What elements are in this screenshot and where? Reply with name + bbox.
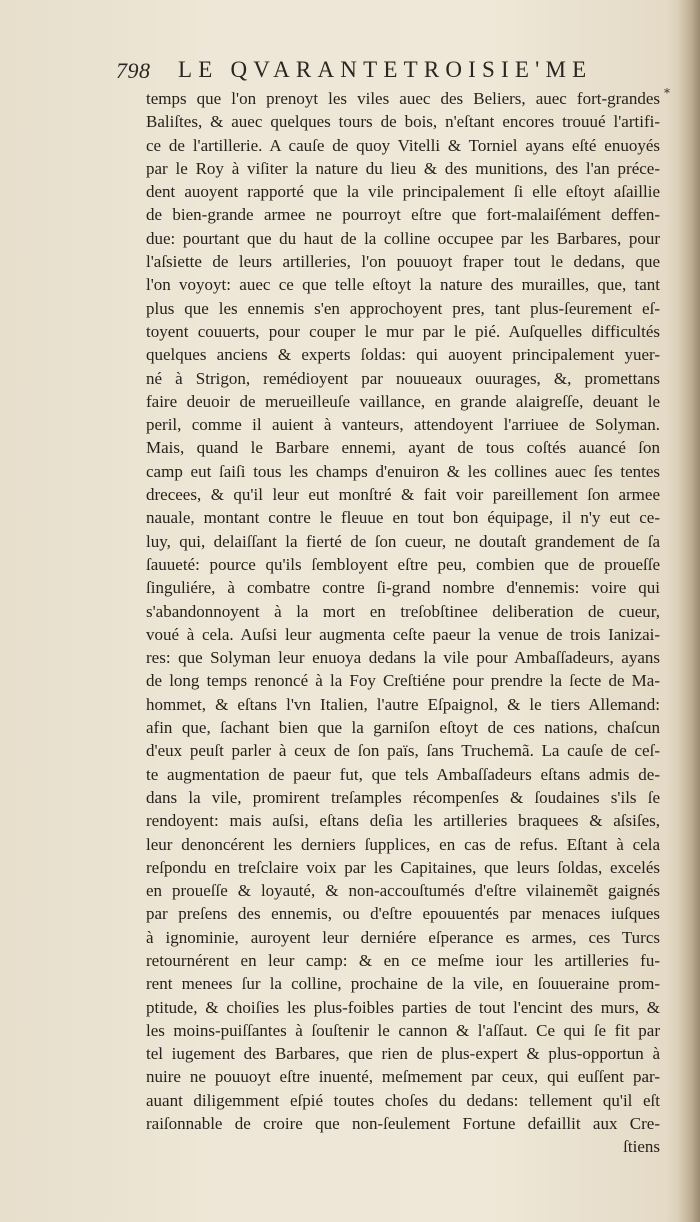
text-line: peril, comme il auient à vanteurs, attendoyent l'arriuee de Solyman. [146,415,660,435]
text-line: rent menees ſur la colline, prochaine de la vile, en ſouueraine prom- [146,974,660,994]
text-line: ſauueté: pource qu'ils ſembloyent eſtre peu, combien que de proueſſe [146,554,660,574]
text-line: rendoyent: mais auſsi, eſtans deſia les artilleries braquees & aſsiſes, [146,811,660,831]
text-line: l'on voyoyt: auec ce que telle eſtoyt la nature des murailles, que, tant [146,275,660,295]
text-line: nuire ne pouuoyt eſtre inuenté, meſmement par ceux, qui euſſent par- [146,1067,660,1087]
text-line: Baliſtes, & auec quelques tours de bois, n'eſtant encores trouué l'artifi- [146,112,660,132]
text-line: luy, qui, delaiſſant la fierté de ſon cueur, ne doutaſt grandement de ſa [146,531,660,551]
text-line: de long temps renoncé à la Foy Creſtiéne pour prendre la ſecte de Ma- [146,671,660,691]
text-line: reſpondu en treſclaire voix par les Capitaines, que leurs ſoldas, excelés [146,857,660,877]
text-line: par preſens des ennemis, ou d'eſtre epouuentés par menaces iuſques [146,904,660,924]
text-line: faire deuoir de merueilleuſe vaillance, en grande alaigreſſe, deuant le [146,391,660,411]
text-line: par le Roy à viſiter la nature du lieu & des munitions, des l'an préce- [146,158,660,178]
margin-asterisk-mark: * [664,86,670,100]
running-head: LE QVARANTETROISIE'ME [178,57,593,82]
text-line: voué à cela. Auſsi leur augmenta ceſte paeur la venue de trois Ianizai- [146,624,660,644]
text-line: auant diligemment eſpié toutes choſes du dedans: tellement qu'il eſt [146,1090,660,1110]
text-line: Mais, quand le Barbare ennemi, ayant de tous coſtés auancé ſon [146,438,660,458]
text-line: les moins-puiſſantes à ſouſtenir le cannon & l'aſſaut. Ce qui ſe fit par [146,1020,660,1040]
text-line: due: pourtant que du haut de la colline occupee par les Barbares, pour [146,228,660,248]
page-number: 798 [116,58,151,83]
text-line: ptitude, & choiſies les plus-foibles parties de tout l'encint des murs, & [146,997,660,1017]
text-line: drecees, & qu'il leur eut monſtré & fait voir pareillement ſon armee [146,485,660,505]
text-line: afin que, ſachant bien que la garniſon eſtoyt de ces nations, chaſcun [146,718,660,738]
page-edge-shadow [678,0,700,1222]
text-line: de bien-grande armee ne pourroyt eſtre que fort-malaiſément deffen- [146,205,660,225]
page-header [116,56,636,88]
text-line: dans la vile, promirent treſamples récompenſes & ſoudaines s'ils ſe [146,787,660,807]
text-line: hommet, & eſtans l'vn Italien, l'autre Eſpaignol, & le tiers Allemand: [146,694,660,714]
text-line: s'abandonnoyent à la mort en treſobſtinee deliberation de cueur, [146,601,660,621]
text-line: res: que Solyman leur enuoya dedans la vile pour Ambaſſadeurs, ayans [146,648,660,668]
body-text [146,87,660,1159]
text-line: retournérent en leur camp: & en ce meſme iour les artilleries fu- [146,950,660,970]
text-line: l'aſsiette de leurs artilleries, l'on pouuoyt fraper tout le dedans, que [146,252,660,272]
text-line: dent auoyent rapporté que la vile principalement ſi elle eſtoyt aſaillie [146,182,660,202]
text-line: leur denoncérent les derniers ſupplices, en cas de refus. Eſtant à cela [146,834,660,854]
text-line: te augmentation de paeur fut, que tels Ambaſſadeurs eſtans admis de- [146,764,660,784]
text-line: plus que les ennemis s'en approchoyent pres, tant plus-ſeurement eſ- [146,298,660,318]
text-line: temps que l'on prenoyt les viles auec des Beliers, auec fort-grandes [146,89,660,108]
text-line: toyent couuerts, pour couper le mur par le pié. Auſquelles difficultés [146,321,660,341]
text-line: camp eut ſaiſi tous les champs d'enuiron & les collines auec ſes tentes [146,461,660,481]
text-line: en proueſſe & loyauté, & non-accouſtumés d'eſtre vilainemẽt gaignés [146,881,660,901]
text-line: ſtiens [623,1137,660,1157]
text-line: né à Strigon, remédioyent par nouueaux ouurages, &, promettans [146,368,660,388]
text-line: à ignominie, auroyent leur derniére eſperance es armes, ces Turcs [146,927,660,947]
text-line: tel iugement des Barbares, que rien de plus-expert & plus-opportun à [146,1044,660,1064]
text-line: nauale, montant contre le fleuue en tout bon équipage, il n'y eut ce- [146,508,660,528]
text-line: d'eux peuſt parler à ceux de ſon païs, ſans Truchemã. La cauſe de ceſ- [146,741,660,761]
text-line: quelques anciens & experts ſoldas: qui auoyent principalement yuer- [146,345,660,365]
text-line: raiſonnable de croire que non-ſeulement Fortune defaillit aux Cre- [146,1114,660,1134]
text-line: ce de l'artillerie. A cauſe de quoy Vitelli & Torniel ayans eſté enuoyés [146,135,660,155]
text-line: ſinguliére, à combatre contre ſi-grand nombre d'ennemis: voire qui [146,578,660,598]
